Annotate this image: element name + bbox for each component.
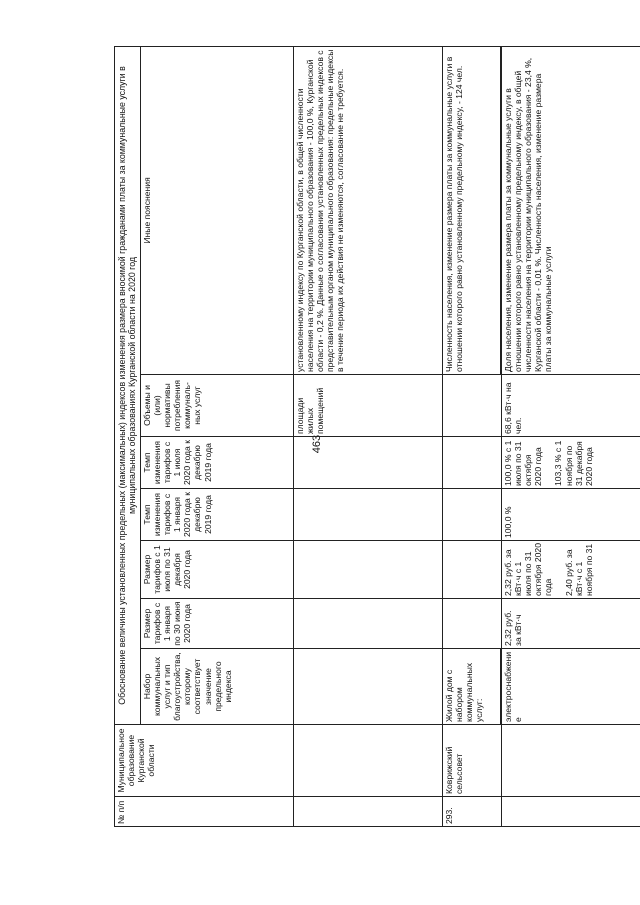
tariff-index-table <box>114 46 640 827</box>
cell-notes-prev: установленному индексу по Курганской области, в общей численности населения на территории муниципального образования - 100,0 %, Курганской области - 0,2 %. Данные о согласовании установленных предельных индексов с представительным органом муниципального образования: предельные индексы в течение периода их действия не изменяются, согласование не требуется. <box>293 46 442 374</box>
header-municipality: Муниципальное образование Курганской области <box>115 725 294 797</box>
page-number: 463 <box>311 434 323 454</box>
table-row-electricity <box>501 46 640 826</box>
cell-volume-electric: 68,6 кВт·ч на чел. <box>501 375 640 437</box>
cell-tariff1-electric: 2,32 руб. за кВт·ч <box>501 599 640 649</box>
header-tariff1: Размер тарифов с 1 января по 30 июня 2020 года <box>140 599 293 649</box>
header-volume: Объемы и (или) нормативы потребления коммуналь-ных услуг <box>140 375 293 437</box>
table-row-previous <box>293 46 442 826</box>
cell-set-293: Жилой дом с набором коммунальных услуг: <box>442 649 500 725</box>
cell-num-293: 293. <box>442 797 501 827</box>
header-set: Набор коммунальных услуг и тип благоустройства, которому соответствует значение предельного индекса <box>140 649 293 725</box>
header-rate2: Темп изменения тарифов с 1 июля 2020 года к декабрю 2019 года <box>140 437 293 489</box>
header-title-row <box>115 46 141 826</box>
header-num: № п/п <box>115 797 294 827</box>
header-columns-row <box>140 46 293 826</box>
cell-municipality-293: Коврижский сельсовет <box>442 725 501 797</box>
header-title: Обоснование величины установленных предельных (максимальных) индексов изменения размера вносимой гражданами платы за коммунальные услуги в муниципальных образованиях Курганской области на 2020 год <box>115 46 141 724</box>
header-rate1: Темп изменения тарифов с 1 января 2020 года к декабрю 2019 года <box>140 489 293 541</box>
table-row-293 <box>442 46 500 826</box>
cell-notes-electric: Доля населения, изменение размера платы за коммунальные услуги в отношении которого равно установленному предельному индексу, в общей численности населения на территории муниципального образования - 23,4 %, Курганской области - 0,01 %. Численность населения, изменение размера платы за коммунальные услуги <box>501 46 640 374</box>
rotated-page <box>114 47 594 827</box>
header-notes: Иные пояснения <box>140 46 293 374</box>
header-tariff2: Размер тарифов с 1 июля по 31 декабря 2020 года <box>140 541 293 599</box>
cell-volume-prev: площади жилых помещений <box>293 375 442 437</box>
cell-tariff2-electric: 2,32 руб. за кВт·ч с 1 июля по 31 октября 2020 года 2,40 руб. за кВт·ч с 1 ноября по 31 <box>501 541 640 599</box>
cell-set-electric: электроснабжение <box>501 649 640 725</box>
cell-rate2-electric: 100,0 % с 1 июля по 31 октября 2020 года 103,3 % с 1 ноября по 31 декабря 2020 года <box>501 437 640 489</box>
cell-notes-293: Численность населения, изменение размера платы за коммунальные услуги в отношении которого равно установленному предельному индексу, - 124 чел. <box>442 46 500 374</box>
cell-rate1-electric: 100,0 % <box>501 489 640 541</box>
